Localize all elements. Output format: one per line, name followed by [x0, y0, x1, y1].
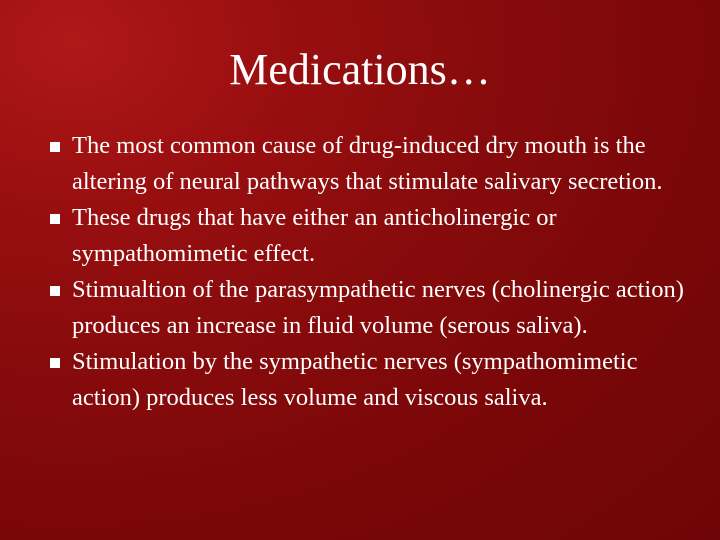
square-bullet-icon — [50, 214, 60, 224]
bullet-text: Stimulation by the sympathetic nerves (sympathomimetic action) produces less volume and viscous saliva. — [72, 348, 638, 411]
bullet-item — [56, 200, 696, 272]
bullet-text: Stimualtion of the parasympathetic nerves (cholinergic action) produces an increase in fluid volume (serous saliva). — [72, 276, 684, 339]
slide-title: Medications… — [229, 45, 491, 94]
bullet-text: The most common cause of drug-induced dry mouth is the altering of neural pathways that stimulate salivary secretion. — [72, 132, 663, 195]
square-bullet-icon — [50, 142, 60, 152]
bullet-list — [56, 128, 696, 416]
bullet-item — [56, 344, 696, 416]
square-bullet-icon — [50, 358, 60, 368]
bullet-item — [56, 128, 696, 200]
square-bullet-icon — [50, 286, 60, 296]
bullet-text: These drugs that have either an anticholinergic or sympathomimetic effect. — [72, 204, 557, 267]
bullet-item — [56, 272, 696, 344]
